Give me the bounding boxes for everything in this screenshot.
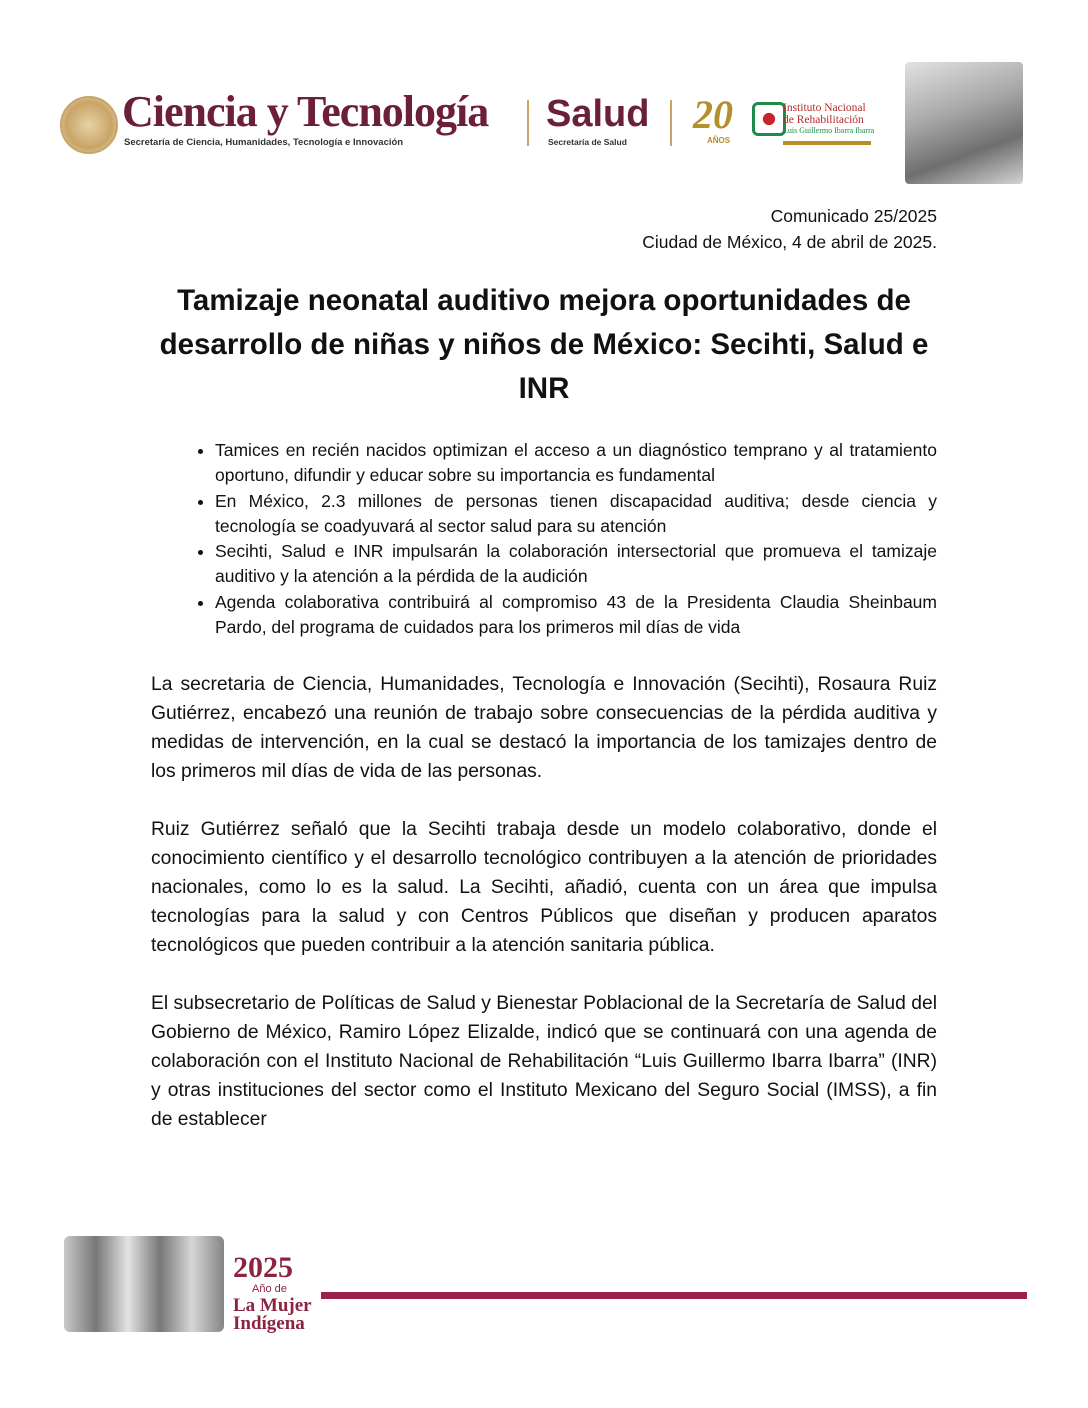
indigenous-women-illustration bbox=[64, 1236, 224, 1332]
footer-year: 2025 bbox=[233, 1251, 293, 1284]
communique-number: Comunicado 25/2025 bbox=[770, 206, 937, 226]
divider bbox=[670, 100, 672, 146]
paragraph: El subsecretario de Políticas de Salud y Bienestar Poblacional de la Secretaría de Salud del Gobierno de México, Ramiro López Elizalde, indicó que se continuará con una agenda de colaboración con el Instituto Nacional de Rehabilitación “Luis Guillermo Ibarra Ibarra” (INR) y otras instituciones del sector como el Instituto Mexicano del Seguro Social (IMSS), a fin de establecer bbox=[151, 993, 937, 1131]
divider bbox=[527, 100, 529, 146]
heroine-flag-illustration bbox=[905, 62, 1023, 184]
bullet-item: • Agenda colaborativa contribuirá al compromiso 43 de la Presidenta Claudia Sheinbaum Pardo, del programa de cuidados para los primeros mil días de vida bbox=[215, 590, 937, 641]
inr-years: 20 bbox=[693, 92, 733, 137]
inr-line1: Instituto Nacional bbox=[783, 102, 866, 114]
communique-meta bbox=[151, 203, 937, 255]
inr-line2: de Rehabilitación bbox=[783, 114, 864, 126]
paragraph: La secretaria de Ciencia, Humanidades, Tecnología e Innovación (Secihti), Rosaura Ruiz Gutiérrez, encabezó una reunión de trabajo sobre consecuencias de la pérdida auditiva y medidas de intervención, en la cual se destacó la importancia de los tamizajes dentro de los primeros mil días de vida de las personas. bbox=[151, 674, 937, 783]
footer-bar bbox=[321, 1292, 1027, 1299]
inr-logo-text bbox=[783, 102, 874, 136]
footer-mujer: La Mujer bbox=[233, 1295, 312, 1316]
inr-line3: Luis Guillermo Ibarra Ibarra bbox=[783, 126, 875, 135]
inr-emblem-icon bbox=[752, 102, 786, 136]
inr-anos: AÑOS bbox=[707, 136, 731, 145]
body-text bbox=[151, 670, 937, 1134]
ciencia-logo: Ciencia y Tecnología bbox=[122, 87, 489, 136]
salud-logo-subtitle: Secretaría de Salud bbox=[548, 137, 627, 147]
paragraph: Ruiz Gutiérrez señaló que la Secihti trabaja desde un modelo colaborativo, donde el conocimiento científico y el desarrollo tecnológico contribuyen a la atención de prioridades nacionales, como lo es la salud. La Secihti, añadió, cuenta con un área que impulsa tecnologías para la salud y con Centros Públicos que diseñan y producen aparatos tecnológicos que pueden contribuir a la atención sanitaria pública. bbox=[151, 819, 937, 957]
ciencia-logo-subtitle: Secretaría de Ciencia, Humanidades, Tecnología e Innovación bbox=[124, 137, 404, 148]
place-date: Ciudad de México, 4 de abril de 2025. bbox=[642, 232, 937, 252]
summary-bullets bbox=[151, 438, 937, 640]
salud-logo: Salud bbox=[546, 93, 650, 135]
footer-ano-de: Año de bbox=[252, 1283, 287, 1295]
inr-underline bbox=[783, 141, 871, 145]
mexico-seal-logo bbox=[60, 96, 118, 154]
bullet-item: • En México, 2.3 millones de personas tienen discapacidad auditiva; desde ciencia y tecnología se coadyuvará al sector salud para su atención bbox=[215, 489, 937, 540]
page-title: Tamizaje neonatal auditivo mejora oportunidades de desarrollo de niñas y niños de México: Secihti, Salud e INR bbox=[159, 284, 929, 405]
footer-indigena: Indígena bbox=[233, 1313, 305, 1334]
bullet-item: • Tamices en recién nacidos optimizan el acceso a un diagnóstico temprano y al tratamiento oportuno, difundir y educar sobre su importancia es fundamental bbox=[215, 438, 937, 489]
footer-mujer-indigena bbox=[233, 1297, 312, 1333]
document-content bbox=[151, 203, 937, 1134]
bullet-item: • Secihti, Salud e INR impulsarán la colaboración intersectorial que promueva el tamizaje auditivo y la atención a la pérdida de la audición bbox=[215, 539, 937, 590]
